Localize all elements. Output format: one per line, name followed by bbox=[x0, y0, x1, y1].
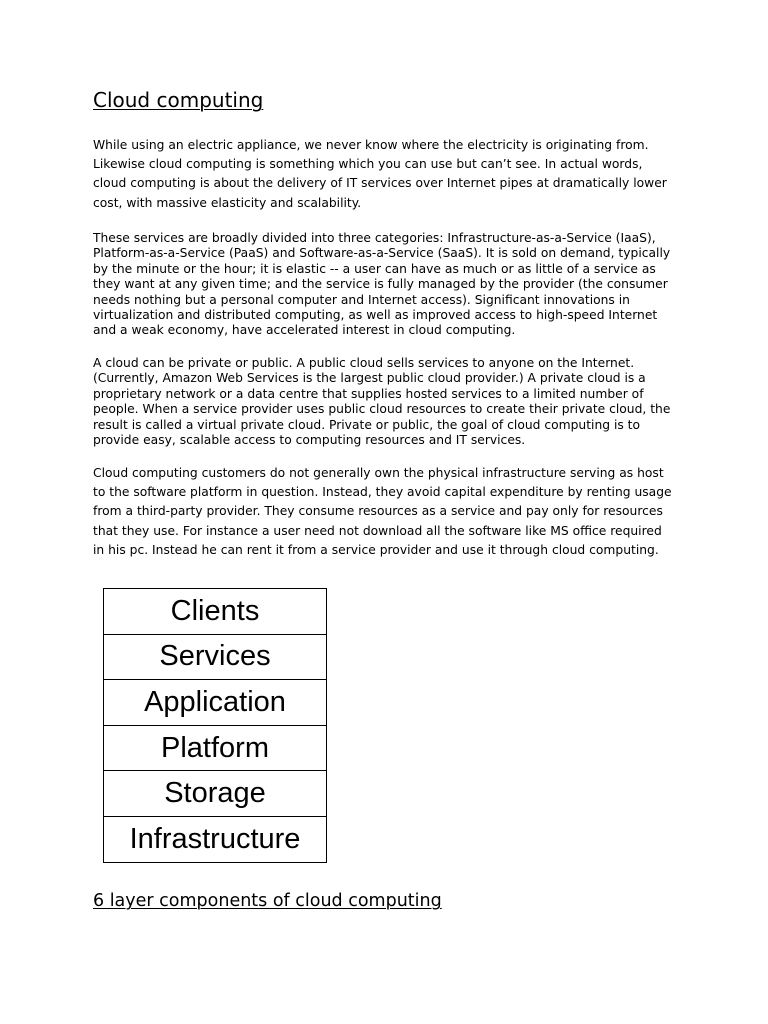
layer-diagram-caption: 6 layer components of cloud computing bbox=[93, 891, 442, 911]
document-title: Cloud computing bbox=[93, 88, 264, 112]
layer-row-application: Application bbox=[104, 680, 326, 726]
paragraph-private-public-cloud: A cloud can be private or public. A public cloud sells services to anyone on the Internet. (Currently, Amazon Web Services is the largest public cloud provider.) A private cloud is a proprietary network or a data centre that supplies hosted services to a limited number of people. When a service provider uses public cloud resources to create their private cloud, the result is called a virtual private cloud. Private or public, the goal of cloud computing is to provide easy, scalable access to computing resources and IT services. bbox=[93, 356, 671, 448]
paragraph-service-categories: These services are broadly divided into three categories: Infrastructure-as-a-Service (IaaS), Platform-as-a-Service (PaaS) and Software-as-a-Service (SaaS). It is sold on demand, typically by the minute or the hour; it is elastic -- a user can have as much or as little of a service as they want at any given time; and the service is fully managed by the provider (the consumer needs nothing but a personal computer and Internet access). Significant innovations in virtualization and distributed computing, as well as improved access to high-speed Internet and a weak economy, have accelerated interest in cloud computing. bbox=[93, 231, 671, 338]
layer-row-clients: Clients bbox=[104, 589, 326, 635]
layer-row-infrastructure: Infrastructure bbox=[104, 817, 326, 863]
paragraph-electricity-analogy: While using an electric appliance, we never know where the electricity is originating from. Likewise cloud computing is something which you can use but can’t see. In actual words, cloud computing is about the delivery of IT services over Internet pipes at dramatically lower cost, with massive elasticity and scalability. bbox=[93, 138, 667, 210]
layer-row-storage: Storage bbox=[104, 771, 326, 817]
paragraph-customers: Cloud computing customers do not generally own the physical infrastructure serving as host to the software platform in question. Instead, they avoid capital expenditure by renting usage from a third-party provider. They consume resources as a service and pay only for resources that they use. For instance a user need not download all the software like MS office required in his pc. Instead he can rent it from a service provider and use it through cloud computing. bbox=[93, 466, 672, 557]
layer-stack-table bbox=[103, 588, 327, 863]
layer-row-services: Services bbox=[104, 635, 326, 681]
layer-row-platform: Platform bbox=[104, 726, 326, 772]
